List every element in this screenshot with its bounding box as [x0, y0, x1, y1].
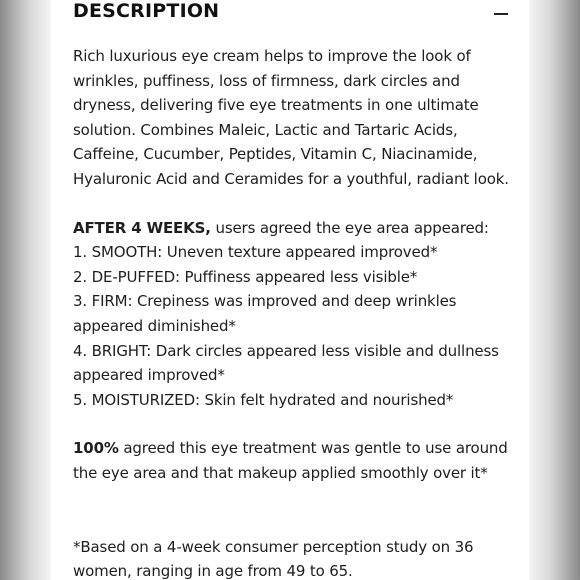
- footnote: *Based on a 4-week consumer perception study on 36 women, ranging in age from 49 to 65.: [73, 537, 474, 580]
- results-lead-rest: users agreed the eye area appeared:: [210, 218, 489, 237]
- list-item: 2. DE-PUFFED: Puffiness appeared less visible*: [73, 267, 418, 286]
- minus-icon: [494, 13, 508, 15]
- description-panel: [51, 0, 529, 580]
- list-item: 4. BRIGHT: Dark circles appeared less visible and dullness appeared improved*: [73, 341, 499, 385]
- results-lead: [73, 216, 515, 241]
- results-lead-bold: AFTER 4 WEEKS,: [73, 218, 211, 237]
- description-body: [73, 44, 515, 580]
- description-paragraph: Rich luxurious eye cream helps to improve the look of wrinkles, puffiness, loss of firmness, dark circles and dryness, delivering five eye treatments in one ultimate solution. Combines Maleic, Lactic and Tartaric Acids, Caffeine, Cucumber, Peptides, Vitamin C, Niacinamide, Hyaluronic Acid and Ceramides for a youthful, radiant look.: [73, 47, 509, 188]
- list-item: 1. SMOOTH: Uneven texture appeared improved*: [73, 243, 438, 262]
- gentle-statement: [73, 436, 515, 485]
- gentle-statement-bold: 100%: [73, 439, 119, 458]
- gentle-statement-rest: agreed this eye treatment was gentle to use around the eye area and that makeup applied smoothly over it*: [73, 439, 508, 482]
- collapse-button[interactable]: [493, 4, 509, 20]
- list-item: 5. MOISTURIZED: Skin felt hydrated and nourished*: [73, 390, 454, 409]
- list-item: 3. FIRM: Crepiness was improved and deep wrinkles appeared diminished*: [73, 292, 457, 335]
- section-title: DESCRIPTION: [73, 0, 220, 22]
- accordion-header[interactable]: [73, 0, 509, 26]
